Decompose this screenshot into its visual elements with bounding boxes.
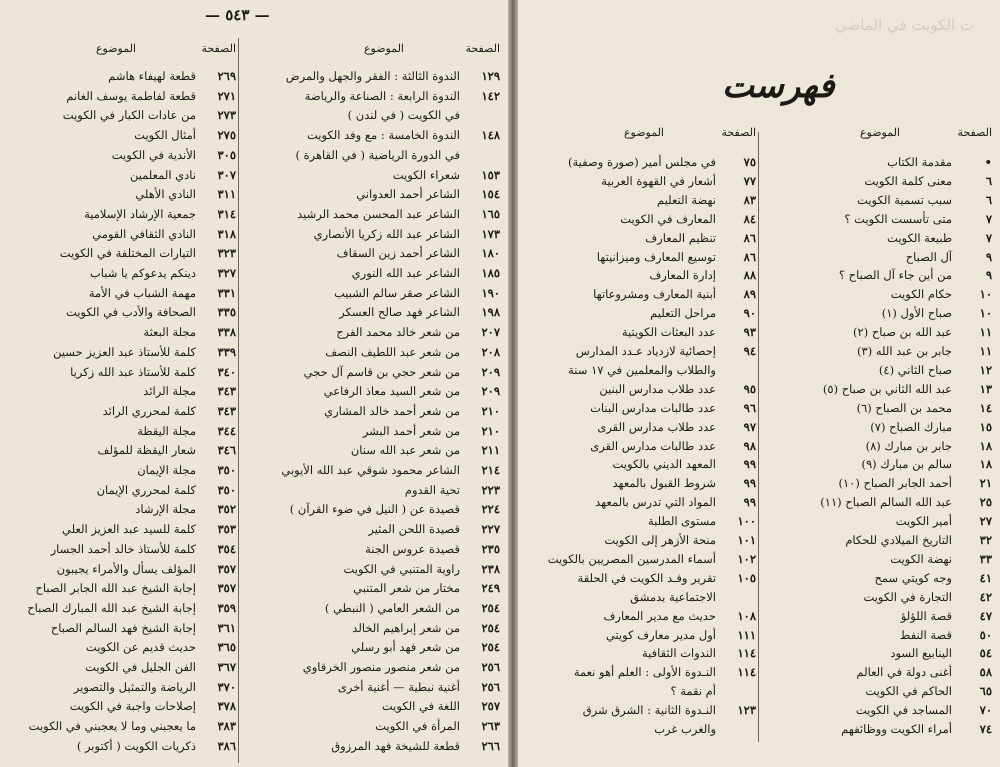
entry-page-number: ٣٦٥ — [217, 640, 236, 655]
entry-topic: كلمة للأستاذ عبد الله زكريا — [70, 364, 196, 379]
entry-topic: الشاعر فهد صالح العسكر — [339, 305, 460, 320]
entry-page-number: ٢٦٦ — [481, 738, 500, 753]
entry-page-number: ٥٠ — [979, 627, 992, 642]
entry-page-number: ٨٦ — [743, 249, 756, 264]
entry-topic: الشاعر عبد الله النوري — [351, 266, 460, 280]
entry-topic: مجلة الرائد — [143, 384, 196, 399]
entry-page-number: ٢١٠ — [481, 423, 500, 438]
entry-topic: حديث مع مدير المعارف — [603, 608, 716, 623]
entry-page-number: ١٥٤ — [481, 187, 500, 202]
entry-page-number: ٨٩ — [743, 287, 756, 302]
entry-page-number: ٢١٤ — [481, 463, 500, 477]
entry-topic: سبب تسمية الكويت — [857, 192, 952, 207]
entry-topic: عبد الله السالم الصباح (١١) — [820, 495, 952, 510]
entry-topic: أمراء الكويت ووظائفهم — [841, 722, 952, 736]
entry-page-number: ١٢٩ — [481, 69, 500, 83]
entry-topic: أول مدير معارف كويتي — [605, 627, 716, 642]
header-topic: الموضوع — [623, 126, 664, 139]
header-topic: الموضوع — [363, 42, 404, 55]
column-header — [14, 42, 236, 60]
entry-page-number: ٧٧ — [743, 173, 756, 188]
entry-page-number: ٨٦ — [743, 230, 756, 245]
entry-page-number: ٢٠٩ — [481, 364, 500, 379]
entry-topic: مختار من شعر المتنبي — [353, 581, 460, 596]
entry-page-number: ١٠٨ — [737, 608, 756, 623]
entry-page-number: ٥٨ — [979, 665, 992, 680]
entry-topic: حديث قديم عن الكويت — [85, 640, 196, 655]
entry-page-number: ٢٢٣ — [481, 482, 500, 497]
entry-topic: كلمة لمحرري الرائد — [102, 403, 196, 418]
entry-topic: الشاعر أحمد زين السقاف — [336, 246, 460, 261]
entry-topic: كلمة للسيد عبد العزيز العلي — [62, 522, 196, 537]
entry-page-number: ٣١١ — [217, 187, 236, 202]
entry-page-number: ٩٥ — [743, 381, 756, 396]
entry-topic: نادي المعلمين — [129, 167, 196, 182]
entry-topic: مجلة الإيمان — [137, 463, 196, 477]
entry-topic: قطعة لفاطمة يوسف الغانم — [66, 88, 196, 103]
entry-topic: صباح الأول (١) — [881, 306, 952, 321]
index-column-3 — [250, 42, 500, 762]
entry-topic: الينابيع السود — [890, 646, 952, 661]
entry-topic: مهمة الشباب في الأمة — [88, 285, 196, 300]
entry-page-number: ٦ — [985, 173, 992, 188]
entry-topic: والطلاب والمعلمين في ١٧ سنة — [568, 362, 716, 377]
entry-page-number: ١٠٥ — [737, 570, 756, 585]
entry-page-number: ٣٥٧ — [217, 581, 236, 596]
entry-topic: إجابة الشيخ فهد السالم الصباح — [50, 620, 196, 635]
entry-page-number: ٢٧١ — [217, 88, 236, 103]
entry-page-number: ٣٥٤ — [217, 541, 236, 556]
column-divider — [238, 38, 239, 763]
entry-page-number: ١٠٢ — [737, 551, 756, 566]
entry-topic: في الكويت ( في لندن ) — [347, 108, 460, 123]
entry-topic: من شعر أحمد خالد المشاري — [324, 403, 460, 418]
entry-page-number: ٥٤ — [979, 646, 992, 661]
entry-topic: مقدمة الكتاب — [887, 155, 952, 169]
entry-topic: أغنى دولة في العالم — [856, 665, 952, 680]
entry-topic: قطعة للشيخة فهد المرزوق — [331, 738, 460, 753]
entry-page-number: ١٤٢ — [481, 88, 500, 103]
entry-page-number: ٣٨٦ — [217, 738, 236, 753]
entry-page-number: ٢١ — [979, 476, 992, 491]
book-gutter — [508, 0, 518, 767]
entry-topic: سالم بن مبارك (٩) — [861, 457, 952, 472]
entry-topic: المساجد في الكويت — [855, 703, 952, 718]
header-topic: الموضوع — [95, 42, 136, 55]
entry-topic: المرأة في الكويت — [375, 719, 460, 734]
entry-page-number: ٢١٠ — [481, 403, 500, 418]
entry-page-number: ١٨ — [979, 438, 992, 453]
entry-topic: إجابة الشيخ عبد الله الجابر الصباح — [35, 581, 196, 596]
entry-topic: جمعية الإرشاد الإسلامية — [84, 206, 196, 221]
entry-topic: إدارة المعارف — [649, 268, 716, 283]
entry-topic: وجه كويتي سمح — [874, 570, 952, 585]
entry-topic: صباح الثاني (٤) — [878, 362, 952, 377]
entry-topic: عدد طلاب مدارس البنين — [599, 381, 716, 396]
entry-topic: عدد طالبات مدارس القرى — [590, 438, 716, 453]
entry-page-number: ٢٦٩ — [217, 69, 236, 83]
index-title: فهرست — [722, 66, 835, 106]
entry-topic: النادي الأهلي — [135, 187, 196, 202]
entry-page-number: ٣٤٦ — [217, 443, 236, 458]
entry-page-number: ٧٥ — [743, 155, 756, 169]
entry-page-number: ١٩٠ — [481, 285, 500, 300]
entry-topic: قطعة لهيفاء هاشم — [108, 69, 196, 83]
entry-topic: مجلة البعثة — [143, 325, 196, 340]
entry-topic: عدد طالبات مدارس البنات — [590, 400, 716, 415]
entry-topic: من الشعر العامي ( النبطي ) — [324, 600, 460, 615]
entry-topic: كلمة للأستاذ خالد أحمد الجسار — [50, 541, 196, 556]
entry-topic: مراحل التعليم — [650, 306, 716, 321]
entry-topic: قصة النفط — [899, 627, 952, 642]
entry-topic: أبنية المعارف ومشروعاتها — [593, 287, 716, 302]
entry-page-number: ٢٠٧ — [481, 325, 500, 340]
column-header — [770, 126, 992, 144]
entry-topic: من شعر أحمد البشر — [362, 423, 460, 438]
entry-page-number: ٣٧٨ — [217, 699, 236, 714]
entry-page-number: ١٨ — [979, 457, 992, 472]
entry-page-number: ٣٥٠ — [217, 482, 236, 497]
entry-page-number: ١١ — [979, 325, 992, 340]
entry-topic: مستوى الطلبة — [647, 514, 716, 529]
entry-page-number: ١٦٥ — [481, 206, 500, 221]
entry-page-number: ٣٣ — [979, 551, 992, 566]
entry-topic: والغرب غرب — [654, 722, 716, 736]
entry-topic: من شعر إبراهيم الخالد — [352, 620, 460, 635]
header-page: الصفحة — [201, 42, 236, 55]
entry-page-number: ١٥٣ — [481, 167, 500, 182]
bleed-through-text: ت الكويت في الماضي — [835, 16, 974, 34]
entry-page-number: ١١ — [979, 344, 992, 358]
entry-page-number: ٢٧٣ — [217, 108, 236, 123]
entry-topic: التيارات المختلفة في الكويت — [59, 246, 196, 261]
entry-topic: من شعر السيد معاذ الرفاعي — [323, 384, 460, 399]
entry-topic: الشاعر عبد الله زكريا الأنصاري — [313, 226, 460, 241]
entry-page-number: ٣٥٩ — [217, 600, 236, 615]
entry-page-number: ١٢ — [979, 362, 992, 377]
entry-page-number: ٩٣ — [743, 325, 756, 340]
entry-topic: منحة الأزهر إلى الكويت — [604, 533, 716, 547]
entry-topic: ما يعجبني وما لا يعجبني في الكويت — [28, 719, 196, 734]
entry-page-number: ٧٤ — [979, 722, 992, 736]
entry-topic: مبارك الصباح (٧) — [870, 419, 952, 434]
entry-topic: الأندية في الكويت — [111, 147, 196, 162]
entry-topic: أحمد الجابر الصباح (١٠) — [838, 476, 952, 491]
entry-topic: الندوة الثالثة : الفقر والجهل والمرض — [285, 69, 460, 83]
entry-page-number: ٣٥٠ — [217, 463, 236, 477]
entry-page-number: ٩٤ — [743, 344, 756, 358]
entry-page-number: ٢١١ — [481, 443, 500, 458]
entry-page-number: ٣٤٣ — [217, 384, 236, 399]
entry-page-number: ٣٥٢ — [217, 502, 236, 517]
entry-topic: التجارة في الكويت — [863, 589, 952, 604]
entry-page-number: ٩٩ — [743, 495, 756, 510]
entry-topic: قصيدة اللحن المثير — [368, 522, 460, 537]
entry-page-number: ٩٦ — [743, 400, 756, 415]
entry-topic: دينكم يدعوكم يا شباب — [89, 266, 196, 280]
entry-topic: الندوة الخامسة : مع وفد الكويت — [307, 128, 460, 143]
column-header — [534, 126, 756, 144]
entry-page-number: ١٠ — [979, 306, 992, 321]
entry-topic: من أين جاء آل الصباح ؟ — [838, 268, 952, 283]
entry-page-number: ٣٥٧ — [217, 561, 236, 576]
entry-page-number: ١٣ — [979, 381, 992, 396]
entry-topic: المعهد الديني بالكويت — [612, 457, 716, 472]
entry-page-number: ٩٨ — [743, 438, 756, 453]
entry-page-number: ٨٨ — [743, 268, 756, 283]
entry-topic: إصلاحات واجبة في الكويت — [69, 699, 196, 714]
entry-topic: التاريخ الميلادي للحكام — [845, 533, 952, 547]
entry-topic: أم نقمة ؟ — [670, 684, 716, 699]
entry-page-number: ٢٥ — [979, 495, 992, 510]
entry-page-number: ٣٣٨ — [217, 325, 236, 340]
entry-page-number: ٧ — [985, 230, 992, 245]
entry-page-number: ٣١٤ — [217, 206, 236, 221]
entry-page-number: ٧ — [985, 211, 992, 226]
entry-page-number: ١٧٣ — [481, 226, 500, 241]
entry-topic: المعارف في الكويت — [620, 211, 716, 226]
entry-topic: المؤلف يسأل والأمراء يجيبون — [56, 561, 196, 576]
entry-page-number: ٢٥٦ — [481, 660, 500, 674]
entry-page-number: ٣٢٣ — [217, 246, 236, 261]
entry-page-number: ٢٣٨ — [481, 561, 500, 576]
entry-page-number: ٣٥٣ — [217, 522, 236, 537]
entry-page-number: ١٠١ — [737, 533, 756, 547]
entry-topic: من شعر عبد اللطيف النصف — [325, 344, 460, 359]
entry-page-number: ٢٢٧ — [481, 522, 500, 537]
entry-page-number: ٩٩ — [743, 457, 756, 472]
entry-page-number: ١٩٨ — [481, 305, 500, 320]
entry-page-number: ٤٧ — [979, 608, 992, 623]
entry-topic: في الدورة الرياضية ( في القاهرة ) — [295, 147, 460, 162]
entry-page-number: ٢٠٨ — [481, 344, 500, 359]
page-number: — ٥٤٣ — — [205, 6, 270, 24]
entry-page-number: ٣٦١ — [217, 620, 236, 635]
entry-topic: أغنية نبطية — أغنية أخرى — [337, 679, 460, 694]
entry-topic: الاجتماعية بدمشق — [630, 589, 716, 604]
entry-page-number: • — [984, 155, 992, 169]
entry-page-number: ٨٤ — [743, 211, 756, 226]
entry-topic: إجابة الشيخ عبد الله المبارك الصباح — [27, 600, 196, 615]
entry-topic: كلمة لمحرري الإيمان — [96, 482, 196, 497]
entry-topic: جابر بن عبد الله (٣) — [857, 344, 952, 358]
entry-page-number: ١١١ — [737, 627, 756, 642]
entry-page-number: ٣٢٧ — [217, 266, 236, 280]
entry-topic: النـدوة الثانية : الشرق شرق — [582, 703, 716, 718]
entry-topic: جابر بن مبارك (٨) — [865, 438, 952, 453]
entry-page-number: ٦٥ — [979, 684, 992, 699]
index-column-4 — [14, 42, 236, 762]
entry-page-number: ٢٧٥ — [217, 128, 236, 143]
entry-topic: ذكريات الكويت ( أكتوبر ) — [76, 738, 196, 753]
entry-topic: الشاعر محمود شوقي عبد الله الأيوبي — [281, 463, 460, 477]
entry-page-number: ٧٠ — [979, 703, 992, 718]
entry-topic: من شعر خالد محمد الفرج — [336, 325, 460, 340]
entry-topic: قصيدة عن ( النيل في ضوء القرآن ) — [289, 502, 460, 517]
entry-topic: حكام الكويت — [890, 287, 952, 302]
entry-topic: الشاعر صقر سالم الشبيب — [333, 285, 460, 300]
header-topic: الموضوع — [859, 126, 900, 139]
entry-topic: طبيعة الكويت — [887, 230, 952, 245]
entry-topic: من شعر عبد الله سنان — [350, 443, 460, 458]
entry-page-number: ٣٦٧ — [217, 660, 236, 674]
entry-topic: الشاعر أحمد العدواني — [356, 187, 460, 202]
entry-topic: متى تأسست الكويت ؟ — [844, 211, 952, 226]
entry-page-number: ١٤ — [979, 400, 992, 415]
entry-page-number: ١٨٠ — [481, 246, 500, 261]
entry-topic: مجلة اليقظة — [137, 423, 196, 438]
entry-topic: من شعر فهد أبو رسلي — [351, 640, 460, 655]
entry-topic: الحاكم في الكويت — [865, 684, 952, 699]
entry-page-number: ٢٥٤ — [481, 600, 500, 615]
entry-topic: نهضة الكويت — [890, 551, 952, 566]
entry-page-number: ٢٢٤ — [481, 502, 500, 517]
entry-page-number: ٣٧٠ — [217, 679, 236, 694]
entry-topic: عدد البعثات الكويتية — [621, 325, 716, 340]
entry-topic: النـدوة الأولى : العلم أهو نعمة — [573, 665, 716, 680]
entry-page-number: ١٢٣ — [737, 703, 756, 718]
entry-topic: شروط القبول بالمعهد — [612, 476, 716, 491]
header-page: الصفحة — [721, 126, 756, 139]
entry-page-number: ١٠٠ — [737, 514, 756, 529]
entry-page-number: ١٥ — [979, 419, 992, 434]
entry-page-number: ٣٣٩ — [217, 344, 236, 359]
entry-topic: من شعر منصور منصور الخرقاوي — [302, 660, 460, 674]
entry-page-number: ٣٠٧ — [217, 167, 236, 182]
entry-page-number: ٣٤٤ — [217, 423, 236, 438]
entry-page-number: ٤١ — [979, 570, 992, 585]
header-page: الصفحة — [957, 126, 992, 139]
column-divider — [758, 132, 759, 742]
entry-topic: قصيدة عروس الجنة — [365, 541, 460, 556]
header-page: الصفحة — [465, 42, 500, 55]
entry-topic: معنى كلمة الكويت — [864, 173, 952, 188]
entry-page-number: ٨٣ — [743, 192, 756, 207]
entry-page-number: ٢٧ — [979, 514, 992, 529]
entry-topic: راوية المتنبي في الكويت — [343, 561, 460, 576]
entry-page-number: ٢٣٥ — [481, 541, 500, 556]
entry-page-number: ٣٤٠ — [217, 364, 236, 379]
entry-topic: الندوات الثقافية — [641, 646, 716, 661]
entry-topic: تقرير وفـد الكويت في الحلقة — [577, 570, 716, 585]
entry-page-number: ٤٢ — [979, 589, 992, 604]
entry-topic: أمير الكويت — [895, 514, 952, 529]
entry-topic: شعار اليقظة للمؤلف — [97, 443, 196, 458]
entry-page-number: ٣١٨ — [217, 226, 236, 241]
entry-page-number: ١١٤ — [737, 665, 756, 680]
entry-topic: النادي الثقافي القومي — [92, 226, 196, 241]
entry-topic: مجلة الإرشاد — [135, 502, 196, 517]
entry-topic: من عادات الكبار في الكويت — [62, 108, 196, 123]
entry-page-number: ١٨٥ — [481, 266, 500, 280]
entry-page-number: ٣٤٣ — [217, 403, 236, 418]
entry-topic: الصحافة والأدب في الكويت — [65, 305, 196, 320]
entry-topic: شعراء الكويت — [392, 167, 460, 182]
entry-page-number: ٩ — [985, 249, 992, 264]
entry-page-number: ٢٥٦ — [481, 679, 500, 694]
entry-page-number: ٣٠٥ — [217, 147, 236, 162]
entry-topic: عبد الله بن صباح (٢) — [853, 325, 952, 340]
entry-topic: الشاعر عبد المحسن محمد الرشيد — [297, 206, 460, 221]
entry-topic: محمد بن الصباح (٦) — [856, 400, 952, 415]
entry-topic: المواد التي تدرس بالمعهد — [595, 495, 716, 510]
index-column-1 — [770, 126, 992, 748]
entry-topic: كلمة للأستاذ عبد العزيز حسين — [53, 344, 196, 359]
entry-page-number: ٢٥٧ — [481, 699, 500, 714]
entry-topic: إحصائية لازدياد عـدد المدارس — [575, 344, 716, 358]
entry-topic: قصة اللؤلؤ — [900, 608, 952, 623]
entry-page-number: ٢٤٩ — [481, 581, 500, 596]
entry-topic: اللغة في الكويت — [381, 699, 460, 714]
entry-topic: من شعر حجي بن قاسم آل حجي — [303, 364, 460, 379]
entry-page-number: ٢٥٤ — [481, 620, 500, 635]
entry-topic: تحية القدوم — [404, 482, 460, 497]
entry-topic: عبد الله الثاني بن صباح (٥) — [822, 381, 952, 396]
entry-topic: الفن الجليل في الكويت — [85, 660, 196, 674]
index-column-2 — [534, 126, 756, 748]
entry-page-number: ٢٠٩ — [481, 384, 500, 399]
entry-page-number: ١٠ — [979, 287, 992, 302]
entry-page-number: ٦ — [985, 192, 992, 207]
entry-page-number: ٣٣١ — [217, 285, 236, 300]
entry-topic: نهضة التعليم — [657, 192, 716, 207]
entry-topic: تنظيم المعارف — [645, 230, 716, 245]
entry-page-number: ٣٣٥ — [217, 305, 236, 320]
entry-page-number: ٢٥٤ — [481, 640, 500, 655]
entry-page-number: ١٤٨ — [481, 128, 500, 143]
entry-page-number: ٣٢ — [979, 533, 992, 547]
entry-page-number: ٣٨٣ — [217, 719, 236, 734]
entry-topic: الرياضة والتمثيل والتصوير — [73, 679, 196, 694]
entry-topic: توسيع المعارف وميزانيتها — [596, 249, 716, 264]
entry-topic: في مجلس أمير (صورة وصفية) — [568, 155, 716, 169]
entry-page-number: ٩٩ — [743, 476, 756, 491]
entry-topic: أمثال الكويت — [134, 128, 196, 143]
entry-topic: أشعار في القهوة العربية — [601, 173, 716, 188]
entry-page-number: ١١٤ — [737, 646, 756, 661]
entry-page-number: ٩٠ — [743, 306, 756, 321]
entry-topic: أسماء المدرسين المصريين بالكويت — [547, 551, 716, 566]
entry-page-number: ٩ — [985, 268, 992, 283]
entry-topic: عدد طلاب مدارس القرى — [597, 419, 716, 434]
entry-topic: آل الصباح — [905, 249, 952, 264]
entry-page-number: ٩٧ — [743, 419, 756, 434]
column-header — [250, 42, 500, 60]
entry-page-number: ٢٦٣ — [481, 719, 500, 734]
entry-topic: الندوة الرابعة : الصناعة والرياضة — [304, 88, 460, 103]
